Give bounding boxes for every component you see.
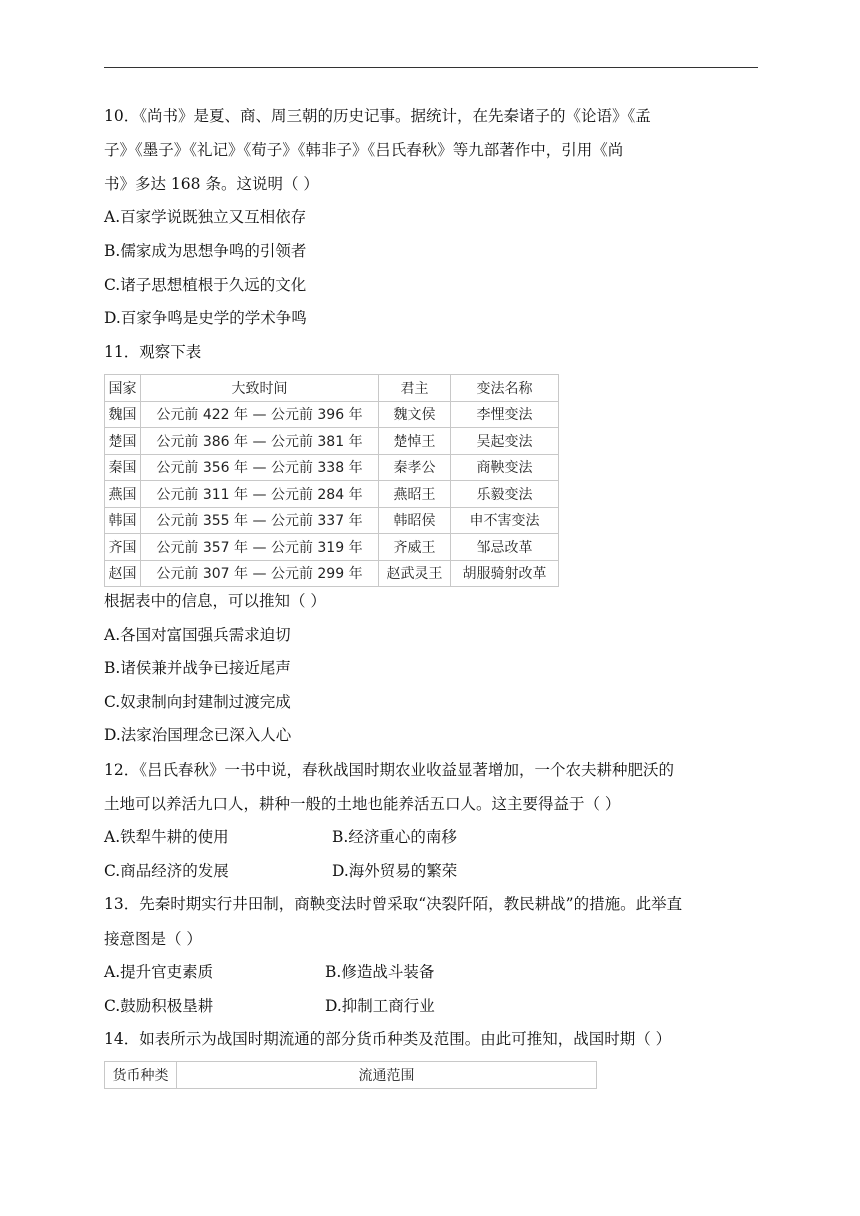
- table-row: [105, 401, 559, 428]
- q11-stem: 11．观察下表: [104, 343, 202, 361]
- table-row: [105, 481, 559, 508]
- q11-option-c: C.奴隶制向封建制过渡完成: [104, 693, 291, 711]
- q11-option-a: A.各国对富国强兵需求迫切: [104, 626, 291, 644]
- q13-option-d: D.抑制工商行业: [325, 997, 435, 1015]
- q10-option-a: A.百家学说既独立又互相依存: [104, 208, 307, 226]
- q12-stem-line-1: 12．《吕氏春秋》一书中说，春秋战国时期农业收益显著增加，一个农夫耕种肥沃的: [104, 761, 674, 779]
- q10-stem-line-1: 10．《尚书》是夏、商、周三朝的历史记事。据统计，在先秦诸子的《论语》《孟: [104, 107, 651, 125]
- q11-option-d: D.法家治国理念已深入人心: [104, 726, 292, 744]
- cell-ruler: 齐威王: [379, 534, 451, 561]
- table-row: [105, 454, 559, 481]
- cell-period: 公元前 355 年 — 公元前 337 年: [141, 507, 379, 534]
- table-row: [105, 560, 559, 587]
- table-row: [105, 507, 559, 534]
- cell-period: 公元前 357 年 — 公元前 319 年: [141, 534, 379, 561]
- q12-option-b: B.经济重心的南移: [332, 828, 457, 846]
- reform-table: [104, 374, 559, 587]
- cell-ruler: 韩昭侯: [379, 507, 451, 534]
- cell-period: 公元前 422 年 — 公元前 396 年: [141, 401, 379, 428]
- q11-after-table: 根据表中的信息，可以推知（ ）: [104, 592, 326, 610]
- cell-reform: 邹忌改革: [451, 534, 559, 561]
- cell-reform: 吴起变法: [451, 428, 559, 455]
- cell-state: 魏国: [105, 401, 141, 428]
- cell-state: 赵国: [105, 560, 141, 587]
- q10-option-b: B.儒家成为思想争鸣的引领者: [104, 242, 307, 260]
- header-currency-type: 货币种类: [105, 1062, 177, 1089]
- table-header-row: [105, 1062, 597, 1089]
- cell-ruler: 楚悼王: [379, 428, 451, 455]
- cell-reform: 李悝变法: [451, 401, 559, 428]
- q13-option-b: B.修造战斗装备: [325, 963, 435, 981]
- header-circulation-range: 流通范围: [177, 1062, 597, 1089]
- header-reform: 变法名称: [451, 375, 559, 402]
- cell-state: 秦国: [105, 454, 141, 481]
- cell-period: 公元前 311 年 — 公元前 284 年: [141, 481, 379, 508]
- q13-stem-line-2: 接意图是（ ）: [104, 930, 202, 948]
- cell-state: 齐国: [105, 534, 141, 561]
- cell-ruler: 燕昭王: [379, 481, 451, 508]
- q12-option-a: A.铁犁牛耕的使用: [104, 828, 229, 846]
- cell-ruler: 魏文侯: [379, 401, 451, 428]
- cell-reform: 商鞅变法: [451, 454, 559, 481]
- header-period: 大致时间: [141, 375, 379, 402]
- cell-state: 燕国: [105, 481, 141, 508]
- table-header-row: [105, 375, 559, 402]
- q13-option-c: C.鼓励积极垦耕: [104, 997, 214, 1015]
- q12-option-d: D.海外贸易的繁荣: [332, 862, 458, 880]
- cell-reform: 胡服骑射改革: [451, 560, 559, 587]
- q12-stem-line-2: 土地可以养活九口人，耕种一般的土地也能养活五口人。这主要得益于（ ）: [104, 795, 621, 813]
- cell-period: 公元前 386 年 — 公元前 381 年: [141, 428, 379, 455]
- cell-state: 韩国: [105, 507, 141, 534]
- q10-option-d: D.百家争鸣是史学的学术争鸣: [104, 309, 307, 327]
- q10-stem-line-3: 书》多达 168 条。这说明（ ）: [104, 175, 319, 193]
- cell-period: 公元前 307 年 — 公元前 299 年: [141, 560, 379, 587]
- table-row: [105, 534, 559, 561]
- table-row: [105, 428, 559, 455]
- q13-stem-line-1: 13．先秦时期实行井田制，商鞅变法时曾采取“决裂阡陌，教民耕战”的措施。此举直: [104, 895, 683, 913]
- cell-reform: 乐毅变法: [451, 481, 559, 508]
- q13-option-a: A.提升官吏素质: [104, 963, 214, 981]
- cell-ruler: 赵武灵王: [379, 560, 451, 587]
- cell-reform: 申不害变法: [451, 507, 559, 534]
- header-state: 国家: [105, 375, 141, 402]
- cell-period: 公元前 356 年 — 公元前 338 年: [141, 454, 379, 481]
- q12-option-c: C.商品经济的发展: [104, 862, 229, 880]
- cell-state: 楚国: [105, 428, 141, 455]
- q10-stem-line-2: 子》《墨子》《礼记》《荀子》《韩非子》《吕氏春秋》等九部著作中，引用《尚: [104, 141, 624, 159]
- cell-ruler: 秦孝公: [379, 454, 451, 481]
- q10-option-c: C.诸子思想植根于久远的文化: [104, 276, 307, 294]
- q14-stem: 14．如表所示为战国时期流通的部分货币种类及范围。由此可推知，战国时期（ ）: [104, 1030, 672, 1048]
- q11-option-b: B.诸侯兼并战争已接近尾声: [104, 659, 291, 677]
- header-rule: [104, 67, 758, 68]
- header-ruler: 君主: [379, 375, 451, 402]
- currency-table: [104, 1061, 597, 1089]
